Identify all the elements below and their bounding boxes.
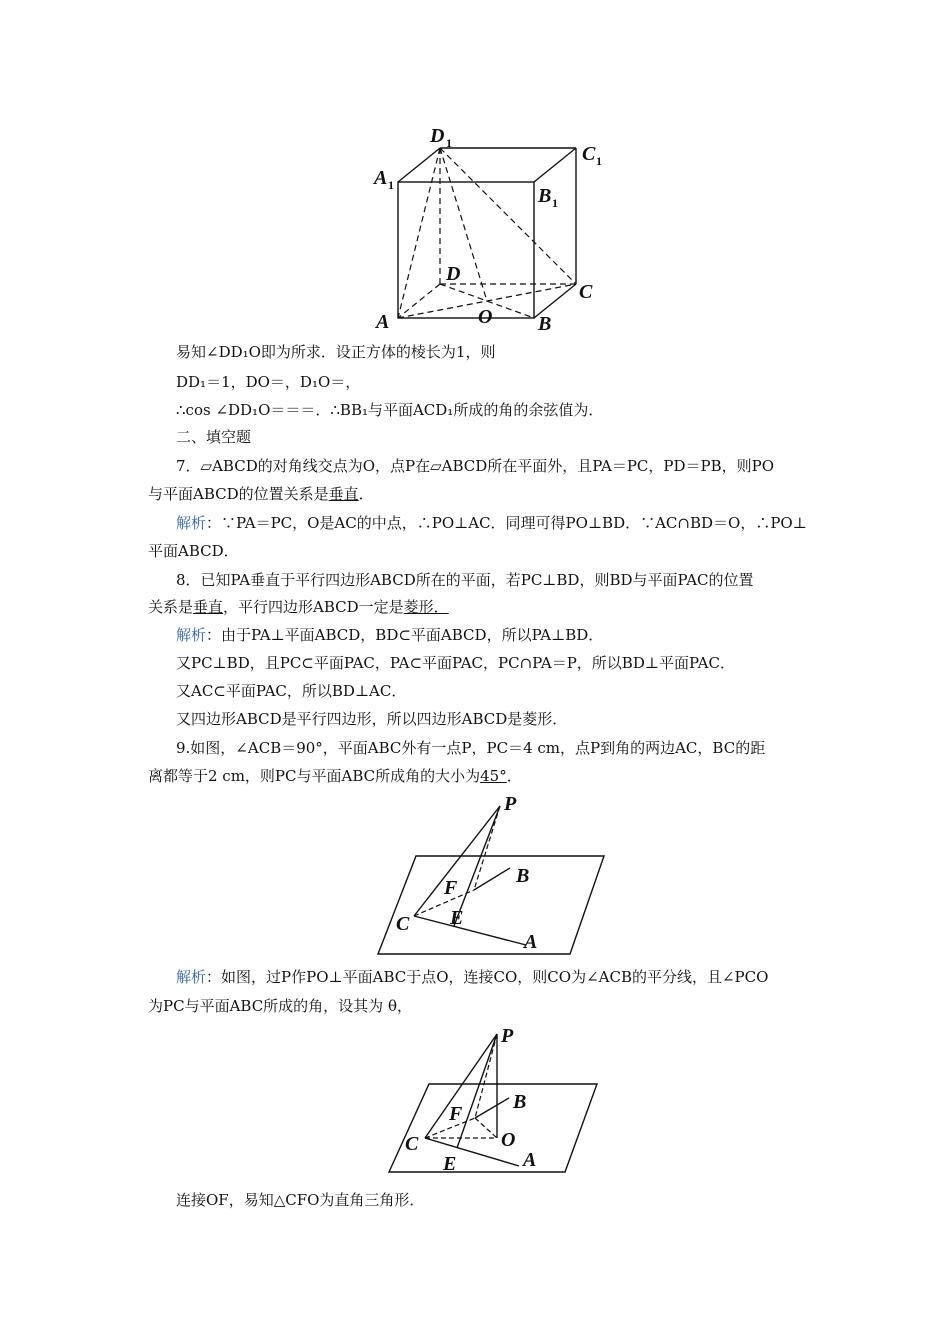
label-A: A [376,311,390,333]
fig2-label-C: C [396,913,410,935]
label-B1: B [538,185,552,207]
question-9-line2 [148,766,808,786]
label-B1-sub: 1 [552,196,558,210]
label-D1-sub: 1 [446,136,452,150]
solution-7-text: ：∵PA＝PC，O是AC的中点，∴PO⊥AC．同理可得PO⊥BD．∵AC∩BD＝O，∴PO⊥ [206,514,807,532]
question-9-text: 离都等于2 cm，则PC与平面ABC所成角的大小为 [148,767,481,785]
question-8-line2 [148,597,808,617]
question-7-answer: 垂直 [328,485,359,503]
fig3-label-A: A [523,1149,537,1171]
question-8-line1: 8．已知PA垂直于平行四边形ABCD所在的平面，若PC⊥BD，则BD与平面PAC的位置 [176,571,754,589]
question-8-text: 关系是 [148,598,194,616]
solution-8-line2: 又PC⊥BD，且PC⊂平面PAC，PA⊂平面PAC，PC∩PA＝P，所以BD⊥平面PAC． [176,654,735,672]
fig2-label-E: E [450,907,464,929]
plane-figure-2-svg [385,1022,615,1182]
solution-9-line2: 为PC与平面ABC所成的角，设其为 θ， [148,997,412,1015]
solution-7-line1 [176,513,836,533]
question-9-answer: 45° [480,767,507,785]
fig2-label-A: A [524,931,538,953]
label-D: D [446,263,461,285]
question-8-answer-2: 菱形． [403,598,449,616]
label-C1: C [582,143,596,165]
label-A1: A [374,167,388,189]
solution-label: 解析 [176,626,207,644]
solution-9-line3: 连接OF，易知△CFO为直角三角形． [176,1191,425,1209]
question-7-punct: ． [358,485,374,503]
question-9-punct: ． [506,767,522,785]
solution-label: 解析 [176,968,207,986]
fig2-label-B: B [516,865,530,887]
cube-svg [360,118,620,338]
question-7-line2 [148,484,808,504]
label-C: C [579,281,593,303]
fig3-label-B: B [513,1091,527,1113]
fig3-label-P: P [501,1025,514,1047]
solution-9-text: ：如图，过P作PO⊥平面ABC于点O，连接CO，则CO为∠ACB的平分线，且∠PCO [206,968,769,986]
solution-9-line1 [176,967,836,987]
text-line: DD₁＝1，DO＝，D₁O＝， [176,373,361,391]
text-line: 易知∠DD₁O即为所求．设正方体的棱长为1，则 [176,343,496,361]
solution-8-line1 [176,625,836,645]
label-A1-sub: 1 [388,178,394,192]
plane-figure-1 [370,790,620,960]
fig3-label-C: C [405,1133,419,1155]
solution-7-line2: 平面ABCD． [148,542,239,560]
fig2-label-P: P [504,793,517,815]
fig3-label-O: O [501,1129,516,1151]
solution-8-line4: 又四边形ABCD是平行四边形，所以四边形ABCD是菱形． [176,710,568,728]
question-8-text-mid: ，平行四边形ABCD一定是 [223,598,404,616]
fig3-label-E: E [443,1153,457,1175]
question-7-line1: 7．▱ABCD的对角线交点为O，点P在▱ABCD所在平面外，且PA＝PC，PD＝PB，则PO [176,457,775,475]
cube-figure [360,118,620,338]
label-C1-sub: 1 [596,154,602,168]
plane-figure-1-svg [370,790,620,960]
fig3-label-F: F [449,1103,463,1125]
text-line: ∴cos ∠DD₁O＝＝＝．∴BB₁与平面ACD₁所成的角的余弦值为． [176,401,604,419]
question-8-answer-1: 垂直 [193,598,224,616]
fig2-label-F: F [444,877,458,899]
label-O: O [478,306,493,328]
question-9-line1: 9.如图，∠ACB＝90°，平面ABC外有一点P，PC＝4 cm，点P到角的两边AC，BC的距 [176,739,766,757]
solution-8-line3: 又AC⊂平面PAC，所以BD⊥AC． [176,682,407,700]
solution-8-text: ：由于PA⊥平面ABCD，BD⊂平面ABCD，所以PA⊥BD． [206,626,604,644]
label-D1: D [430,125,445,147]
section-heading: 二、填空题 [176,428,252,446]
question-7-text: 与平面ABCD的位置关系是 [148,485,329,503]
solution-label: 解析 [176,514,207,532]
plane-figure-2 [385,1022,615,1182]
label-B: B [538,313,552,335]
